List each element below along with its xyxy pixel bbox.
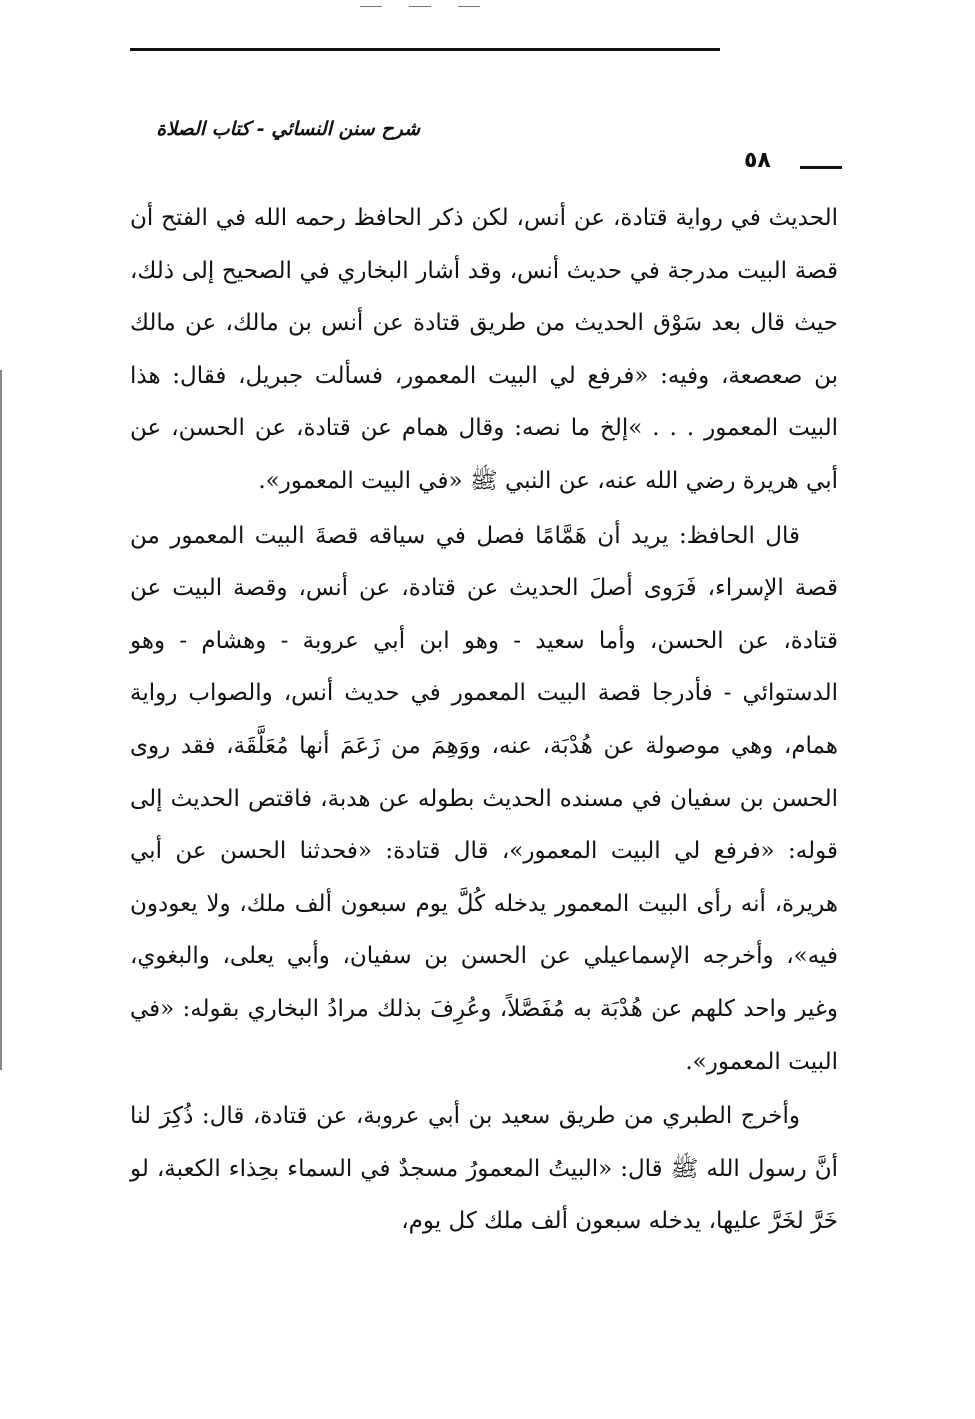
paragraph: قال الحافظ: يريد أن هَمَّامًا فصل في سياقه قصةَ البيت المعمور من قصة الإسراء، فَرَوى أصلَ الحديث عن قتادة، عن أنس، وقصة البيت عن قتادة، عن الحسن، وأما سعيد - وهو ابن أبي عروبة - وهشام - وهو الدستوائي - فأدرجا قصة البيت المعمور في حديث أنس، والصواب رواية همام، وهي موصولة عن هُدْبَة، عنه، ووَهِمَ من زَعَمَ أنها مُعَلَّقَة، فقد روى الحسن بن سفيان في مسنده الحديث بطوله عن هدبة، فاقتص الحديث إلى قوله: «فرفع لي البيت المعمور»، قال قتادة: «فحدثنا الحسن عن أبي هريرة، أنه رأى البيت المعمور يدخله كُلَّ يوم سبعون ألف ملك، ولا يعودون فيه»، وأخرجه الإسماعيلي عن الحسن بن سفيان، وأبي يعلى، والبغوي، وغير واحد كلهم عن هُدْبَة به مُفَصَّلاً، وعُرِفَ بذلك مرادُ البخاري بقوله: «في البيت المعمور».	[130, 522, 838, 1075]
scan-mark	[360, 6, 382, 7]
page-number-rule	[800, 166, 842, 169]
body-text	[130, 192, 838, 1248]
paragraph: الحديث في رواية قتادة، عن أنس، لكن ذكر الحافظ رحمه الله في الفتح أن قصة البيت مدرجة في حديث أنس، وقد أشار البخاري في الصحيح إلى ذلك، حيث قال بعد سَوْق الحديث من طريق قتادة عن أنس بن مالك، عن مالك بن صعصعة، وفيه: «فرفع لي البيت المعمور، فسألت جبريل، فقال: هذا البيت المعمور . . . »إلخ ما نصه: وقال همام عن قتادة، عن الحسن، عن أبي هريرة رضي الله عنه، عن النبي ﷺ «في البيت المعمور».	[130, 205, 838, 494]
scan-mark	[458, 6, 480, 7]
paragraph: وأخرج الطبري من طريق سعيد بن أبي عروبة، عن قتادة، قال: ذُكِرَ لنا أنَّ رسول الله ﷺ قال: «البيتُ المعمورُ مسجدٌ في السماء بحِذاء الكعبة، لو خَرَّ لخَرَّ عليها، يدخله سبعون ألف ملك كل يوم،	[130, 1103, 838, 1235]
scan-marks	[360, 6, 480, 8]
header-rule	[130, 48, 720, 51]
scan-mark	[409, 6, 431, 7]
page-header	[130, 118, 840, 158]
scan-edge-line	[0, 370, 2, 1070]
running-title: شرح سنن النسائي - كتاب الصلاة	[156, 118, 420, 140]
page-number: ٥٨	[744, 148, 771, 173]
